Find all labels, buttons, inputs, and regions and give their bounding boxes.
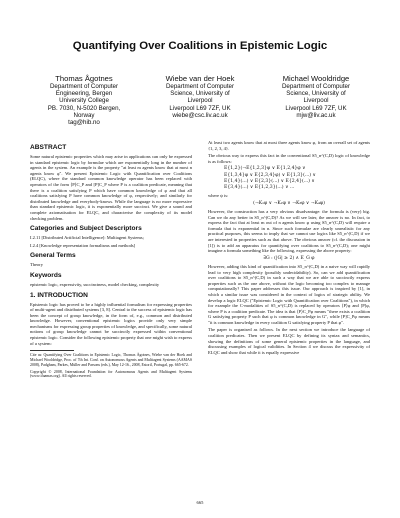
paragraph: The obvious way to express this fact in the conventional S5_n^(C,D) logic of knowledge is as follows: bbox=[208, 153, 370, 164]
paragraph: However, adding this kind of quantification into S5_n^(C,D) in a naive way will rapidly lead to very high complexity (possibly undecidability). So, can we add quantification over coalitions to S5_n^(C,D) in such a way that we are able to succinctly express properties such as the one above, without the logic becoming too complex to manage computationally? This paper addresses this issue. Our approach is inspired by [1], in which a similar issue was considered in the context of logics of strategic ability. We develop a logic ELQC ("Epistemic Logic with Quantification over Coalitions"), in which for example the C-modalities of S5_n^(C,D) is replaced by operators ⟨P⟩φ and [P]φ, where P is a coalition predicate. The idea is that ⟨P⟩C_Pφ means "there exists a coalition G satisfying property P such that φ is common knowledge in G", while [P]C_Pφ means "it is common knowledge in every coalition G satisfying property P that φ". bbox=[208, 263, 370, 325]
author-affiliation: Department of Computer bbox=[165, 83, 235, 90]
terms-text: Theory bbox=[30, 262, 43, 268]
terms-heading: General Terms bbox=[30, 252, 76, 260]
author-name: Thomas Ågotnes bbox=[55, 74, 113, 83]
formula-line: E{1,4}(...) ∨ E{2,3}(...) ∨ E{2,4}(...) ∨ bbox=[224, 178, 315, 184]
author-email[interactable]: mjw@liv.ac.uk bbox=[296, 111, 336, 119]
author-name: Michael Wooldridge bbox=[282, 74, 350, 83]
category-line: I.2.11 [Distributed Artificial Intelligence]: Multiagent Systems; bbox=[30, 235, 144, 241]
author-affiliation: Liverpool bbox=[187, 97, 213, 105]
formula-psi: (¬K₁φ ∨ ¬K₂φ ∨ ¬K₃φ ∨ ¬K₄φ) bbox=[253, 200, 325, 206]
keywords-heading: Keywords bbox=[30, 271, 62, 279]
author-email[interactable]: wiebe@csc.liv.ac.uk bbox=[172, 111, 228, 119]
keywords-text: epistemic logic, expressivity, succinctness, model checking, complexity bbox=[30, 281, 160, 287]
author-2 bbox=[146, 74, 254, 126]
abstract-heading: ABSTRACT bbox=[30, 144, 67, 151]
paragraph: where ψ is: bbox=[208, 193, 229, 199]
author-affiliation: Science, University of bbox=[170, 90, 230, 98]
formula-line: E{1,3,4}φ ∨ E{2,3,4}φ) ∨ E{1,3}(...) ∨ bbox=[224, 172, 316, 178]
paper-title: Quantifying Over Coalitions in Epistemic Logic bbox=[72, 40, 328, 52]
page-number: 665 bbox=[196, 500, 204, 505]
copyright-footnote: Copyright © 2008, International Foundation for Autonomous Agents and Multiagent Systems (www.ifaamas.org). All rights reserved. bbox=[30, 369, 192, 379]
formula-block bbox=[224, 166, 370, 191]
paragraph: However, the construction has a very obvious disadvantage: the formula is (very) big. Can we do any better in S5_n^(C,D)? As we will see later, the answer is no. In fact, to express the fact that at least m out of n agents know φ using S5_n^(C,D) will require a formula that is exponential in n. Since such formulae are clearly unrealistic for any practical purposes, this seems to imply that we cannot use logics like S5_n^(C,D) if we are interested in properties such as that above. The obvious answer (cf. the discussion in [1]) is to add an apparatus for quantifying over coalitions to S5_n^(C,D); one might imagine a formula something like the following, expressing the above property: bbox=[208, 208, 370, 254]
author-block bbox=[30, 74, 370, 126]
author-affiliation: Department of Computer bbox=[281, 83, 351, 90]
footnote-rule bbox=[30, 350, 74, 351]
author-affiliation: Liverpool L69 7ZF, UK bbox=[169, 104, 231, 112]
author-affiliation: PB. 7030, N-5020 Bergen, bbox=[47, 104, 121, 112]
author-affiliation: Liverpool L69 7ZF, UK bbox=[285, 104, 347, 112]
author-affiliation: University College bbox=[59, 97, 109, 105]
formula-line: E{3,4}(...) ∨ E{1,2,3}(...) ∨ ... bbox=[224, 184, 295, 190]
author-affiliation: Department of Computer bbox=[49, 83, 119, 90]
author-email[interactable]: tag@hib.no bbox=[68, 119, 100, 127]
author-1 bbox=[30, 74, 138, 126]
abstract-text: Some natural epistemic properties which may arise in applications can only be expressed in standard epistemic logic by formulae which are exponentially long in the number of agents in the system. An example is the property "at least m agents know that at most n agents know φ". We present Epistemic Logic with Quantification over Coalitions (ELQC), where the standard common knowledge operator has been replaced with operators of the form ⟨P⟩C_P and [P]C_P where P is a coalition predicate, meaning that there is a coalition satisfying P which have common knowledge of φ and that all coalitions satisfying P have common knowledge of φ, respectively; and similarly for distributed knowledge and everybody-knows. While the language is no more expressive than standard epistemic logic, it is exponentially more succinct. We give a sound and complete axiomatisation for ELQC, and characterise the complexity of its model checking problem. bbox=[30, 154, 192, 221]
right-column bbox=[208, 140, 370, 357]
category-line: I.2.4 [Knowledge representation formalisms and methods] bbox=[30, 242, 136, 248]
author-affiliation: Norway bbox=[73, 111, 95, 119]
formula-line: E{1,2}(¬E{1,2,3}φ ∨ E{1,2,4}φ ∨ bbox=[224, 166, 306, 172]
author-affiliation: Science, University of bbox=[286, 90, 346, 98]
citation-footnote: Cite as: Quantifying Over Coalitions in Epistemic Logic, Thomas Ågotnes, Wiebe van der Hoek and Michael Wooldridge, Proc. of 7th Int. Conf. on Autonomous Agents and Multiagent Systems (AAMAS 2008), Padgham, Parkes, Müller and Parsons (eds.), May 12-16., 2008, Estoril, Portugal, pp. 665-672. bbox=[30, 353, 192, 367]
paragraph: The paper is organised as follows. In the next section we introduce the language of coalition predicates. Then we present ELQC by defining its syntax and semantics, showing the definitions of some general epistemic properties in the language, and discussing examples of logical validities. In Section 4 we discuss the expressivity of ELQC and show that while it is equally expressive bbox=[208, 327, 370, 355]
paragraph: At least two agents know that at most three agents know φ, from an overall set of agents {1, 2, 3, 4}. bbox=[208, 140, 370, 151]
formula-quantified: ∃G : (|G| ≥ 2) ∧ E_G φ bbox=[263, 255, 315, 261]
left-column bbox=[30, 140, 192, 381]
intro-text: Epistemic logic has proved to be a highly influential formalism for expressing properties of multi-agent and distributed systems [3, 8]. Central to the success of epistemic logic has been the concept of group knowledge, in the form of, e.g., common and distributed knowledge. However, conventional epistemic logics provide only very simple mechanisms for expressing group properties of knowledge, and specifically, some natural notions of group knowledge cannot be succinctly expressed within conventional epistemic logic. Consider the following epistemic property that one might wish to express of a system: bbox=[30, 301, 192, 346]
author-name: Wiebe van der Hoek bbox=[165, 74, 235, 83]
intro-heading: 1. INTRODUCTION bbox=[30, 291, 88, 299]
author-affiliation: Engineering, Bergen bbox=[55, 90, 113, 98]
author-affiliation: Liverpool bbox=[303, 97, 329, 105]
author-3 bbox=[262, 74, 370, 126]
categories-heading: Categories and Subject Descriptors bbox=[30, 225, 142, 233]
